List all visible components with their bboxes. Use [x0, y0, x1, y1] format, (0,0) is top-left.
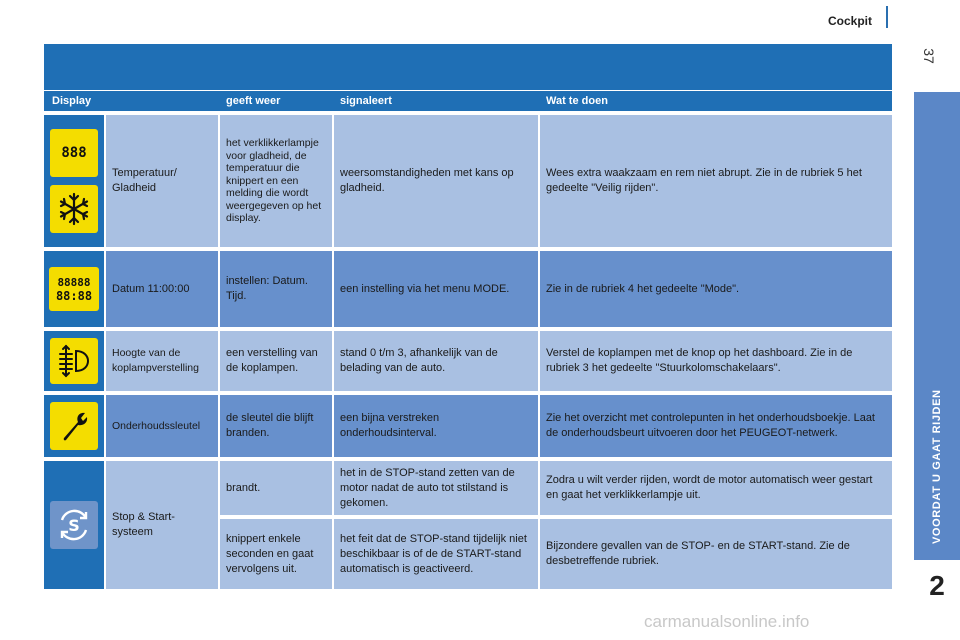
icon-cell	[44, 461, 104, 589]
snowflake-icon	[50, 185, 98, 233]
date-display-digits: 88888	[57, 275, 91, 289]
action-cell: Bijzondere gevallen van de STOP- en de START-stand. Zie de desbetreffende rubriek.	[538, 519, 892, 589]
signals-cell: een instelling via het menu MODE.	[332, 251, 538, 327]
table-row	[44, 395, 892, 457]
display-table	[44, 44, 892, 589]
action-cell: Zie in de rubriek 4 het gedeelte "Mode".	[538, 251, 892, 327]
page-number: 37	[921, 48, 937, 64]
table-row	[44, 331, 892, 391]
stop-start-icon	[50, 501, 98, 549]
action-cell: Zodra u wilt verder rijden, wordt de motor automatisch weer gestart en gaat het verklikkerlampje uit.	[538, 461, 892, 515]
shows-cell: instellen: Datum. Tijd.	[218, 251, 332, 327]
column-header-display: Display	[52, 95, 92, 107]
shows-cell: een verstelling van de koplampen.	[218, 331, 332, 391]
column-header-action: Wat te doen	[546, 95, 608, 107]
table-row	[44, 461, 892, 589]
signals-cell: het in de STOP-stand zetten van de motor nadat de auto tot stilstand is gekomen.	[332, 461, 538, 515]
table-subrow	[218, 461, 892, 515]
signals-cell: weersomstandigheden met kans op gladheid.	[332, 115, 538, 247]
chapter-side-label: VOORDAT U GAAT RIJDEN	[931, 389, 943, 544]
temperature-display-icon	[50, 129, 98, 177]
action-cell: Wees extra waakzaam en rem niet abrupt. Zie in de rubriek 5 het gedeelte "Veilig rijden".	[538, 115, 892, 247]
action-cell: Zie het overzicht met controlepunten in het onderhoudsboekje. Laat de onderhoudsbeurt uitvoeren door het PEUGEOT-netwerk.	[538, 395, 892, 457]
icon-cell	[44, 331, 104, 391]
shows-cell: knippert enkele seconden en gaat vervolgens uit.	[218, 519, 332, 589]
icon-cell	[44, 251, 104, 327]
icon-cell	[44, 115, 104, 247]
display-name-cell: Datum 11:00:00	[104, 251, 218, 327]
date-time-display-icon	[49, 267, 99, 311]
header-accent-bar	[886, 6, 888, 28]
signals-cell: het feit dat de STOP-stand tijdelijk niet beschikbaar is of de de START-stand automatisch is geactiveerd.	[332, 519, 538, 589]
shows-cell: brandt.	[218, 461, 332, 515]
signals-cell: stand 0 t/m 3, afhankelijk van de belading van de auto.	[332, 331, 538, 391]
headlamp-leveling-icon	[50, 338, 98, 384]
chapter-side-label-wrap	[914, 92, 960, 552]
chapter-number: 2	[914, 566, 960, 606]
watermark: carmanualsonline.info	[644, 612, 810, 631]
shows-cell: de sleutel die blijft branden.	[218, 395, 332, 457]
display-name-cell: Stop & Start-systeem	[104, 461, 218, 589]
section-title: Cockpit	[828, 14, 873, 28]
icon-cell	[44, 395, 104, 457]
svg-text:S: S	[68, 516, 80, 535]
signals-cell: een bijna verstreken onderhoudsinterval.	[332, 395, 538, 457]
table-subrow	[218, 515, 892, 589]
table-banner	[44, 44, 892, 90]
wrench-icon	[50, 402, 98, 450]
display-name-cell: Onderhoudssleutel	[104, 395, 218, 457]
temperature-display-digits: 888	[61, 145, 87, 161]
time-display-digits: 88:88	[55, 288, 93, 303]
subrow-stack	[218, 461, 892, 589]
table-row	[44, 115, 892, 247]
column-header-signals: signaleert	[340, 95, 392, 107]
shows-cell: het verklikkerlampje voor gladheid, de temperatuur die knippert en een melding die wordt weergegeven op het display.	[218, 115, 332, 247]
display-name-cell: Hoogte van de koplampverstelling	[104, 331, 218, 391]
column-header-shows: geeft weer	[226, 95, 281, 107]
action-cell: Verstel de koplampen met de knop op het dashboard. Zie in de rubriek 3 het gedeelte "Stuurkolomschakelaars".	[538, 331, 892, 391]
table-row	[44, 251, 892, 327]
table-header	[44, 90, 892, 111]
display-name-cell: Temperatuur/ Gladheid	[104, 115, 218, 247]
